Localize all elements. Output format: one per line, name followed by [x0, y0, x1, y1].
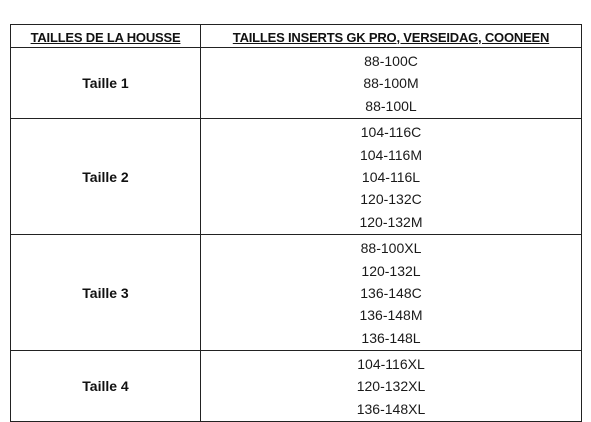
insert-size: 120-132M: [359, 213, 423, 230]
insert-size: 88-100M: [363, 75, 419, 92]
housse-size-cell: Taille 4: [11, 351, 201, 422]
insert-size: 104-116C: [360, 124, 422, 141]
housse-size-cell: Taille 1: [11, 48, 201, 119]
insert-size: 88-100L: [365, 97, 417, 114]
insert-size: 104-116XL: [357, 356, 425, 373]
header-housse-sizes: TAILLES DE LA HOUSSE: [11, 25, 201, 48]
insert-size: 136-148XL: [356, 400, 426, 417]
table-row: [11, 351, 582, 422]
insert-sizes-cell: [201, 119, 582, 235]
table-row: [11, 119, 582, 235]
housse-size-cell: Taille 3: [11, 235, 201, 351]
insert-sizes-cell: [201, 351, 582, 422]
insert-size: 88-100C: [364, 53, 418, 69]
housse-size-cell: Taille 2: [11, 119, 201, 235]
insert-sizes-cell: [201, 235, 582, 351]
insert-size: 136-148M: [359, 307, 423, 324]
insert-size: 120-132XL: [356, 378, 426, 395]
insert-size: 120-132C: [360, 191, 422, 208]
header-row: [11, 25, 582, 48]
insert-size: 120-132L: [361, 262, 421, 279]
insert-sizes-cell: [201, 48, 582, 119]
insert-size: 136-148C: [360, 284, 422, 301]
table-row: [11, 235, 582, 351]
insert-size: 104-116L: [361, 168, 421, 185]
insert-size: 104-116M: [359, 146, 422, 163]
table-row: [11, 48, 582, 119]
insert-size: 88-100XL: [360, 240, 422, 257]
size-table: [10, 24, 582, 422]
insert-size: 136-148L: [361, 329, 421, 346]
header-insert-sizes: TAILLES INSERTS GK PRO, VERSEIDAG, COONEEN: [201, 25, 582, 48]
